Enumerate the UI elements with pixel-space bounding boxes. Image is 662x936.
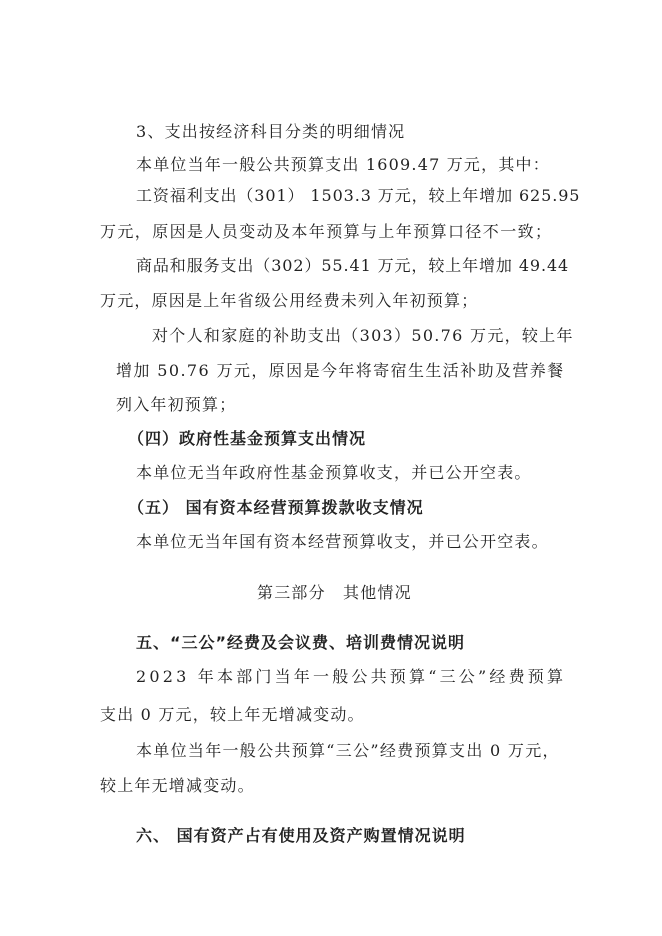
- item-301-line2: 万元，原因是人员变动及本年预算与上年预算口径不一致；: [100, 222, 553, 241]
- section5-body: 本单位无当年国有资本经营预算收支，并已公开空表。: [136, 532, 549, 551]
- item-302-line1: 商品和服务支出（302）55.41 万元，较上年增加 49.44: [136, 256, 570, 275]
- item-302-line2: 万元，原因是上年省级公用经费未列入年初预算；: [100, 291, 479, 310]
- section-five-heading: 五、“三公”经费及会议费、培训费情况说明: [136, 633, 466, 652]
- section4-body: 本单位无当年政府性基金预算收支，并已公开空表。: [136, 463, 532, 482]
- item-301-line1: 工资福利支出（301） 1503.3 万元，较上年增加 625.95: [136, 186, 581, 205]
- section5-heading: （五） 国有资本经营预算拨款收支情况: [128, 498, 424, 517]
- sangong-para2-line2: 较上年无增减变动。: [100, 776, 255, 795]
- section3-heading: 3、支出按经济科目分类的明细情况: [136, 122, 406, 141]
- section-six-heading: 六、 国有资产占有使用及资产购置情况说明: [136, 826, 466, 845]
- section3-intro: 本单位当年一般公共预算支出 1609.47 万元，其中：: [136, 155, 550, 174]
- sangong-para1-line1: 2023 年本部门当年一般公共预算“三公”经费预算: [136, 667, 567, 686]
- item-303-line2: 增加 50.76 万元，原因是今年将寄宿生生活补助及营养餐: [116, 361, 565, 380]
- item-303-line3: 列入年初预算；: [116, 395, 237, 414]
- sangong-para1-line2: 支出 0 万元，较上年无增减变动。: [100, 705, 365, 724]
- part3-title: 第三部分 其他情况: [257, 583, 412, 602]
- sangong-para2-line1: 本单位当年一般公共预算“三公”经费预算支出 0 万元，: [136, 741, 560, 760]
- section4-heading: （四）政府性基金预算支出情况: [128, 429, 367, 448]
- item-303-line1: 对个人和家庭的补助支出（303）50.76 万元，较上年: [152, 326, 574, 345]
